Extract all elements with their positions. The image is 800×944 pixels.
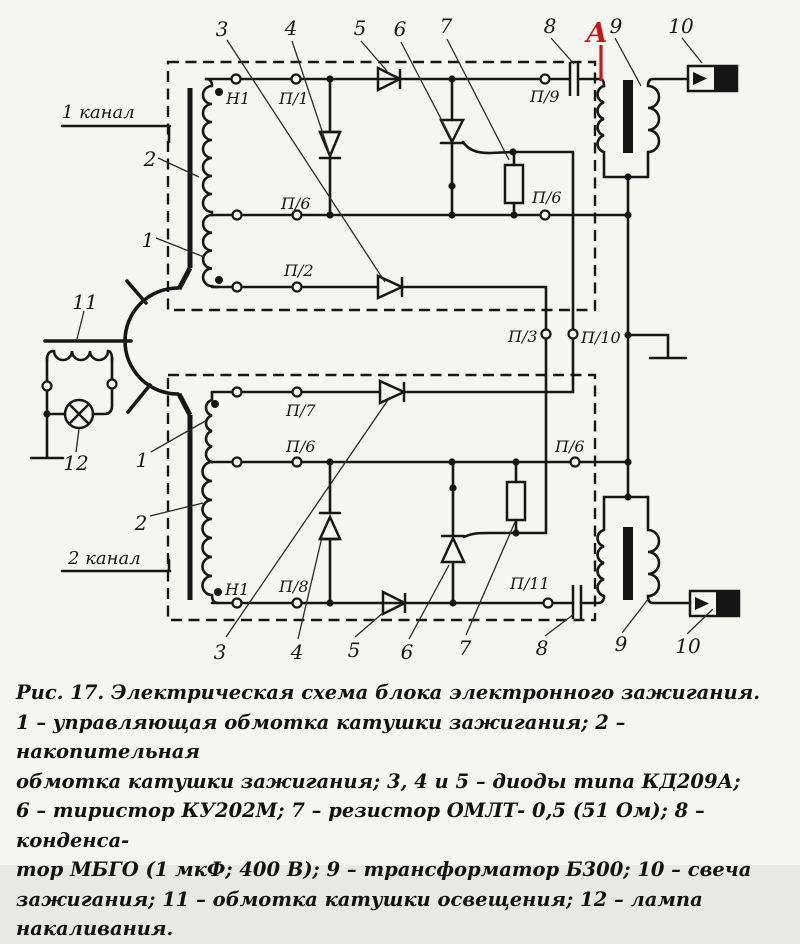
winding-start-dot-upper-top	[215, 88, 223, 96]
part-number-5-top: 5	[353, 16, 367, 40]
part-number-11: 11	[72, 290, 98, 314]
part-numbers-top	[216, 14, 694, 41]
pin-label-p9: П/9	[530, 87, 560, 106]
part-number-9-top: 9	[609, 14, 623, 38]
spark-plug-lower	[690, 591, 739, 616]
junction-dot	[43, 410, 50, 417]
p10-to-lower-diode-wire	[404, 339, 573, 392]
part-number-3-bottom: 3	[213, 640, 227, 664]
common-circuit	[404, 177, 686, 533]
ground-symbol-right	[628, 335, 686, 358]
part-number-2-lower: 2	[134, 511, 148, 535]
caption-line-3: обмотка катушки зажигания; 3, 4 и 5 – диоды типа КД209А;	[16, 769, 741, 793]
capacitor-to-transformer-wire-lower	[581, 596, 604, 603]
coil-core-lower-link	[179, 394, 190, 415]
thyristor-upper-symbol	[441, 120, 463, 142]
diode-4-lower-symbol	[320, 517, 340, 539]
transformer-upper-core	[623, 80, 633, 153]
transformer-lower-core	[623, 527, 633, 600]
transformer-lower-primary	[598, 497, 648, 596]
channel1-label: 1 канал	[62, 102, 135, 123]
pin-label-p6-top-right: П/6	[532, 188, 562, 207]
control-winding-lower	[206, 392, 212, 462]
magneto-arc	[125, 288, 178, 394]
pin-label-p8: П/8	[279, 577, 309, 596]
control-winding-upper	[203, 215, 218, 287]
part-number-4-bottom: 4	[290, 640, 304, 664]
caption-line-4: 6 – тиристор КУ202М; 7 – резистор ОМЛТ- 0,5 (51 Ом); 8 – конденса-	[16, 799, 705, 852]
pin-label-p2: П/2	[284, 261, 314, 280]
pin-label-p6-top-left: П/6	[281, 194, 311, 213]
pin-label-p6-bot-right: П/6	[555, 437, 585, 456]
diode-4-upper-leads	[320, 79, 340, 215]
diode-3-upper-symbol	[378, 276, 402, 298]
magneto-spoke-upper	[127, 281, 146, 303]
part-number-6-top: 6	[393, 17, 407, 41]
thyristor-lower-leads	[442, 462, 464, 603]
lighting-winding	[47, 351, 112, 360]
lamp-cross	[69, 404, 89, 424]
pin-label-h1-top: Н1	[226, 89, 251, 108]
lighting-lamp-circuit	[31, 351, 117, 458]
part-number-12: 12	[63, 451, 89, 475]
part-numbers-bottom	[214, 632, 701, 664]
magneto-spoke-lower	[128, 385, 150, 412]
part-number-10-bottom: 10	[675, 634, 701, 658]
part-number-4-top: 4	[284, 16, 298, 40]
lighting-terminal-right	[108, 380, 117, 389]
thyristor-upper-leads	[441, 79, 463, 215]
coil-core-upper-link	[179, 268, 190, 289]
caption-line-2: 1 – управляющая обмотка катушки зажигания; 2 – накопительная	[16, 710, 626, 763]
winding-start-dot-lower-top	[211, 400, 219, 408]
caption-line-1: Рис. 17. Электрическая схема блока электронного зажигания.	[16, 681, 760, 704]
diode-3-lower-symbol	[380, 381, 404, 403]
part-number-2-upper: 2	[143, 147, 157, 171]
figure-caption	[16, 678, 791, 944]
winding-start-dot-lower-bottom	[214, 588, 222, 596]
storage-winding-upper	[203, 79, 212, 215]
transformer-upper-secondary	[648, 79, 688, 177]
pin-label-p6-bot-left: П/6	[286, 437, 316, 456]
part-number-8-bottom: 8	[535, 636, 549, 660]
channel1-circuit	[179, 62, 737, 330]
point-a-label: А	[586, 18, 608, 49]
pin-label-p10: П/10	[581, 328, 621, 347]
part-number-7-top: 7	[439, 14, 453, 38]
storage-winding-lower	[203, 462, 219, 603]
part-number-3-top: 3	[215, 17, 229, 41]
pin-labels	[224, 87, 621, 599]
transformer-lower-secondary	[648, 497, 688, 603]
resistor-7-upper-symbol	[505, 165, 523, 203]
part-number-1-upper: 1	[141, 228, 155, 252]
resistor-7-lower-symbol	[507, 482, 525, 520]
transformer-upper-primary	[598, 86, 648, 177]
caption-line-5: тор МБГО (1 мкФ; 400 В); 9 – трансформатор Б300; 10 – свеча	[16, 858, 752, 881]
part-number-9-bottom: 9	[614, 632, 628, 656]
pin-label-p11: П/11	[510, 574, 550, 593]
part-number-5-bottom: 5	[347, 638, 361, 662]
part-number-6-bottom: 6	[400, 640, 414, 664]
pin-label-p3: П/3	[508, 327, 538, 346]
lighting-terminal-left	[43, 382, 52, 391]
pin-label-h1-bottom: Н1	[225, 580, 250, 599]
lamp-left-lead-and-ground	[31, 358, 63, 458]
part-number-1-lower: 1	[135, 448, 149, 472]
pin-label-p1: П/1	[279, 89, 309, 108]
pin-label-p7: П/7	[286, 401, 316, 420]
part-number-7-bottom: 7	[458, 636, 472, 660]
capacitor-8-lower-symbol	[573, 585, 581, 619]
p3-to-lower-gate-wire	[517, 339, 546, 533]
spark-plug-upper	[688, 66, 737, 91]
thyristor-lower-symbol	[442, 538, 464, 562]
channel2-label: 2 канал	[68, 548, 141, 569]
winding-start-dot-upper-bottom	[215, 276, 223, 284]
caption-line-6: зажигания; 11 – обмотка катушки освещения; 12 – лампа накаливания.	[16, 887, 703, 940]
part-number-10-top: 10	[668, 14, 694, 38]
part-number-8-top: 8	[543, 14, 557, 38]
